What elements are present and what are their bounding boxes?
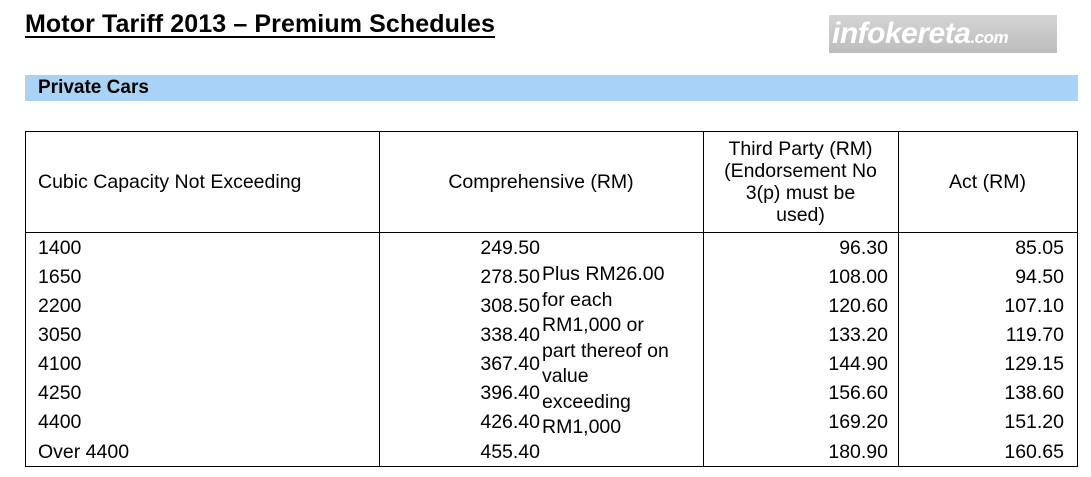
cell-third-party: 180.90 — [828, 441, 888, 463]
section-header-bar — [25, 75, 1078, 101]
cell-comprehensive: 278.50 — [480, 266, 540, 288]
cell-third-party: 120.60 — [828, 295, 888, 317]
header-third-party-line: 3(p) must be — [745, 182, 856, 204]
note-line: exceeding — [542, 390, 631, 413]
header-third-party-line: Third Party (RM) — [728, 138, 873, 160]
header-third-party — [703, 132, 898, 232]
cell-third-party: 169.20 — [828, 411, 888, 433]
cell-act: 94.50 — [1015, 266, 1064, 288]
cell-act: 138.60 — [1004, 382, 1064, 404]
cell-cc: Over 4400 — [38, 441, 130, 463]
cell-comprehensive: 249.50 — [480, 237, 540, 259]
cell-act: 129.15 — [1004, 353, 1064, 375]
header-comprehensive: Comprehensive (RM) — [448, 171, 634, 193]
infokereta-logo — [829, 15, 1057, 53]
note-line: value — [542, 365, 589, 387]
logo-tld: .com — [970, 28, 1009, 47]
premium-schedule-table — [25, 131, 1078, 467]
cell-comprehensive: 455.40 — [480, 441, 540, 463]
cell-third-party: 156.60 — [828, 382, 888, 404]
cell-cc: 4100 — [38, 353, 82, 375]
cell-act: 85.05 — [1015, 237, 1064, 259]
cell-comprehensive: 426.40 — [480, 411, 540, 433]
cell-third-party: 96.30 — [839, 237, 888, 259]
note-line: Plus RM26.00 — [542, 263, 665, 285]
header-third-party-line: (Endorsement No — [724, 160, 877, 182]
cell-cc: 2200 — [38, 295, 82, 317]
cell-cc: 4250 — [38, 382, 82, 404]
cell-comprehensive: 367.40 — [480, 353, 540, 375]
cell-cc: 1650 — [38, 266, 82, 288]
header-cubic-capacity: Cubic Capacity Not Exceeding — [38, 171, 302, 193]
header-divider — [26, 232, 1077, 233]
cell-comprehensive: 396.40 — [480, 382, 540, 404]
cell-act: 160.65 — [1004, 441, 1064, 463]
header-third-party-line: used) — [776, 204, 825, 226]
cell-act: 151.20 — [1004, 411, 1064, 433]
cell-comprehensive: 308.50 — [480, 295, 540, 317]
note-line: RM1,000 or — [542, 314, 644, 336]
cell-comprehensive: 338.40 — [480, 324, 540, 346]
cell-cc: 3050 — [38, 324, 82, 346]
cell-third-party: 133.20 — [828, 324, 888, 346]
cell-cc: 1400 — [38, 237, 82, 259]
document-title: Motor Tariff 2013 – Premium Schedules — [25, 10, 496, 38]
note-line: part thereof on — [542, 339, 669, 362]
logo-wordmark: infokereta — [832, 17, 971, 50]
note-line: for each — [542, 288, 613, 311]
cell-third-party: 144.90 — [828, 353, 888, 375]
cell-cc: 4400 — [38, 411, 82, 433]
cell-act: 107.10 — [1004, 295, 1064, 317]
note-line: RM1,000 — [542, 416, 622, 438]
cell-act: 119.70 — [1005, 324, 1064, 346]
header-act: Act (RM) — [949, 171, 1026, 193]
comprehensive-note — [542, 262, 707, 441]
section-title: Private Cars — [38, 77, 149, 98]
cell-third-party: 108.00 — [828, 266, 888, 288]
